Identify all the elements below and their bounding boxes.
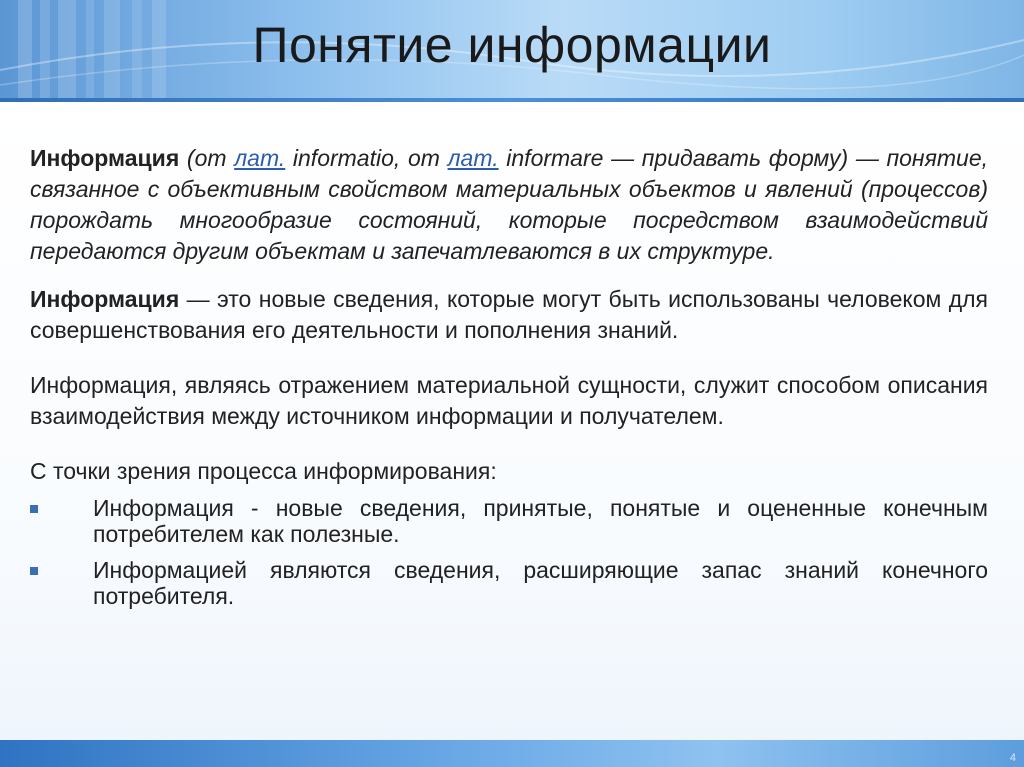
definition-paragraph-2: [30, 284, 988, 346]
link-latin-1[interactable]: лат.: [234, 145, 286, 171]
text-fragment: (от: [179, 145, 235, 171]
text-fragment: — это новые сведения, которые могут быть использованы человеком для совершенствования его деятельности и пополнения знаний.: [30, 286, 988, 343]
slide-footer-bar: [0, 740, 1024, 767]
definition-paragraph-1: [30, 143, 988, 267]
square-bullet-icon: [30, 505, 38, 513]
definition-paragraph-3: Информация, являясь отражением материальной сущности, служит способом описания взаимодействия между источником информации и получателем.: [30, 372, 988, 429]
bullet-text: Информацией являются сведения, расширяющие запас знаний конечного потребителя.: [93, 557, 988, 609]
link-latin-2[interactable]: лат.: [447, 145, 499, 171]
informing-process-heading: С точки зрения процесса информирования:: [30, 458, 497, 484]
slide-content: [30, 143, 988, 619]
term-information: Информация: [30, 286, 180, 312]
text-fragment: informare — придавать форму) — понятие, связанное с объективным свойством материальных объектов и явлений (процессов) порождать многообразие состояний, которые посредством взаимодействий передаются другим объектам и запечатлеваются в их структуре.: [30, 145, 989, 264]
text-fragment: informatio, от: [285, 145, 448, 171]
bullet-item: [30, 557, 988, 609]
slide-title: Понятие информации: [252, 17, 772, 73]
bullet-list: [30, 495, 988, 609]
page-number: 4: [1009, 752, 1016, 764]
square-bullet-icon: [30, 567, 38, 575]
bullet-text: Информация - новые сведения, принятые, понятые и оцененные конечным потребителем как полезные.: [93, 495, 988, 547]
bullet-item: [30, 495, 988, 547]
term-information: Информация: [30, 145, 180, 171]
